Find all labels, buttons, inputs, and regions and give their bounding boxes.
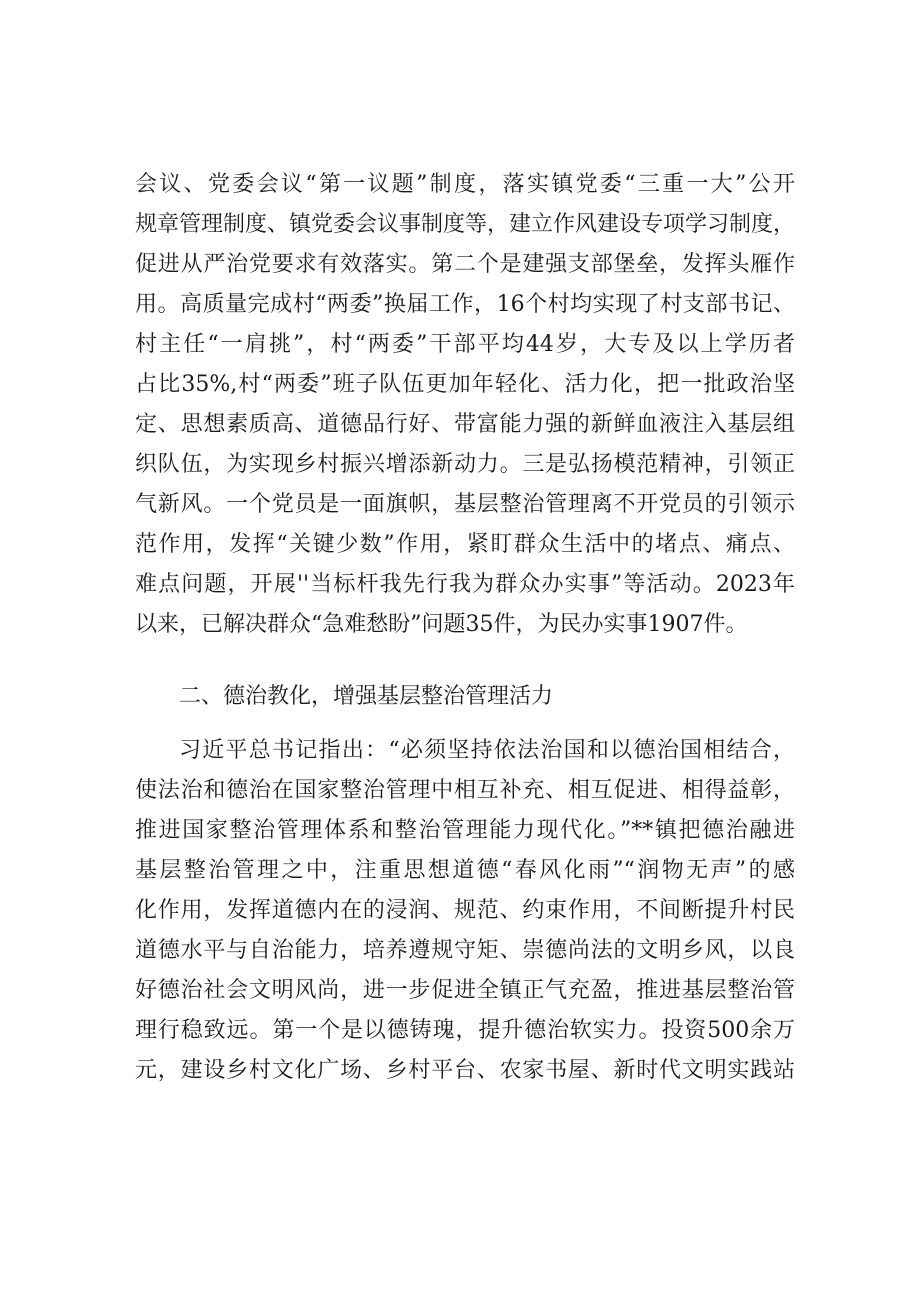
paragraph-line: 使法治和德治在国家整治管理中相互补充、相互促进、相得益彰， [135, 778, 795, 803]
paragraph-line: 习近平总书记指出：“必须坚持依法治国和以德治国相结合， [179, 738, 795, 763]
paragraph-line: 难点问题，开展''当标杆我先行我为群众办实事”等活动。2023年 [135, 572, 795, 597]
body-paragraph-1 [135, 165, 795, 645]
paragraph-line: 定、思想素质高、道德品行好、带富能力强的新鲜血液注入基层组 [135, 412, 795, 437]
paragraph-line: 促进从严治党要求有效落实。第二个是建强支部堡垒，发挥头雁作 [135, 252, 795, 277]
paragraph-line: 元，建设乡村文化广场、乡村平台、农家书屋、新时代文明实践站 [135, 1058, 795, 1083]
section-heading: 二、德治教化，增强基层整治管理活力 [179, 684, 554, 709]
paragraph-line: 村主任“一肩挑”，村“两委”干部平均44岁，大专及以上学历者 [135, 332, 795, 357]
paragraph-line: 推进国家整治管理体系和整治管理能力现代化。”**镇把德治融进 [135, 818, 795, 843]
paragraph-line: 织队伍，为实现乡村振兴增添新动力。三是弘扬模范精神，引领正 [135, 452, 795, 477]
paragraph-line: 范作用，发挥“关键少数”作用，紧盯群众生活中的堵点、痛点、 [135, 532, 795, 557]
paragraph-line: 以来，已解决群众“急难愁盼”问题35件，为民办实事1907件。 [135, 612, 748, 637]
paragraph-line: 道德水平与自治能力，培养遵规守矩、崇德尚法的文明乡风，以良 [135, 938, 795, 963]
paragraph-line: 规章管理制度、镇党委会议事制度等，建立作风建设专项学习制度， [135, 212, 795, 237]
paragraph-line: 占比35%,村“两委”班子队伍更加年轻化、活力化，把一批政治坚 [135, 372, 795, 397]
paragraph-line: 气新风。一个党员是一面旗帜，基层整治管理离不开党员的引领示 [135, 492, 795, 517]
paragraph-line: 好德治社会文明风尚，进一步促进全镇正气充盈，推进基层整治管 [135, 978, 795, 1003]
paragraph-line: 会议、党委会议“第一议题”制度，落实镇党委“三重一大”公开 [135, 172, 795, 197]
paragraph-line: 基层整治管理之中，注重思想道德“春风化雨”“润物无声”的感 [135, 858, 795, 883]
paragraph-line: 用。高质量完成村“两委”换届工作，16个村均实现了村支部书记、 [135, 292, 795, 317]
paragraph-line: 化作用，发挥道德内在的浸润、规范、约束作用，不间断提升村民 [135, 898, 795, 923]
paragraph-line: 理行稳致远。第一个是以德铸瑰，提升德治软实力。投资500余万 [135, 1018, 795, 1043]
body-paragraph-2 [135, 731, 795, 1091]
